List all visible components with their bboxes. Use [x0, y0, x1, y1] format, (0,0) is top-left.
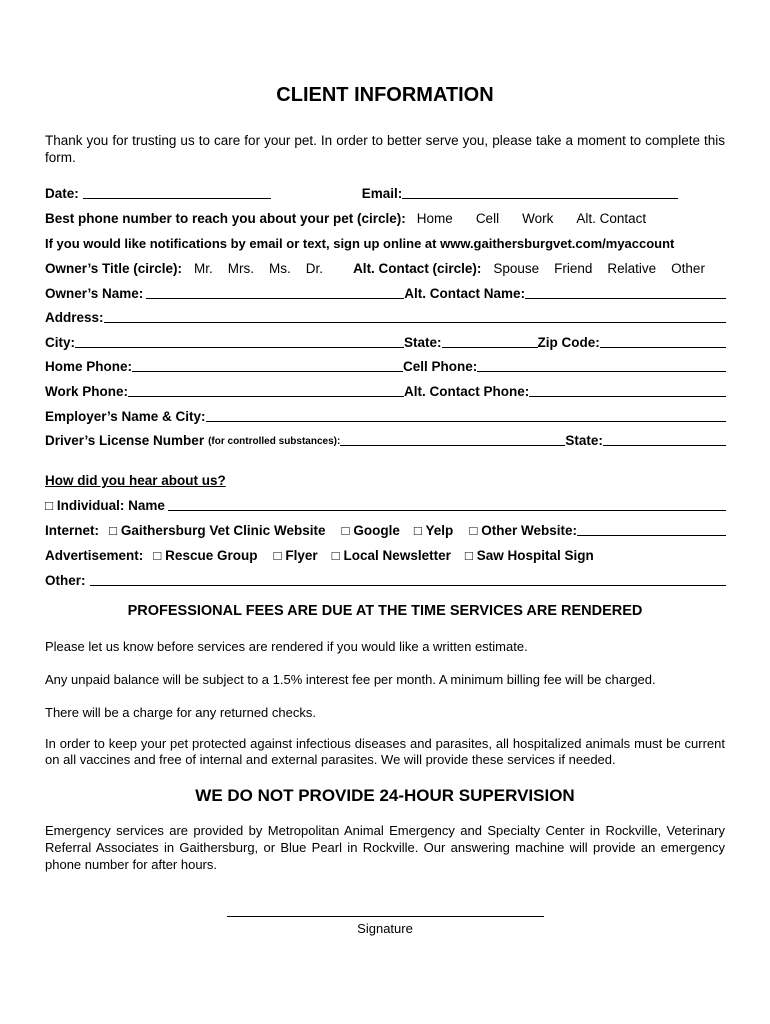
- alt-contact-name-field[interactable]: [525, 284, 726, 299]
- email-label: Email:: [361, 186, 403, 201]
- drivers-license-row: [45, 430, 726, 448]
- supervision-heading: WE DO NOT PROVIDE 24-HOUR SUPERVISION: [195, 786, 575, 805]
- home-cell-phone-row: [45, 356, 726, 374]
- address-row: [45, 307, 726, 325]
- referral-other-label: Other:: [45, 573, 86, 588]
- cell-phone-field[interactable]: [477, 357, 726, 372]
- fees-interest-text: Any unpaid balance will be subject to a 1.5% interest fee per month. A minimum billing fee will be charged.: [45, 672, 656, 687]
- best-phone-option-alt-contact[interactable]: Alt. Contact: [576, 211, 647, 226]
- alt-contact-phone-label: Alt. Contact Phone:: [404, 384, 530, 399]
- address-label: Address:: [45, 310, 104, 325]
- referral-option-hospital-sign[interactable]: □ Saw Hospital Sign: [464, 548, 594, 563]
- cell-phone-label: Cell Phone:: [403, 359, 478, 374]
- referral-option-local-newsletter[interactable]: □ Local Newsletter: [331, 548, 451, 563]
- best-phone-label: Best phone number to reach you about your pet (circle):: [45, 211, 406, 226]
- state-label: State:: [404, 335, 442, 350]
- best-phone-option-work[interactable]: Work: [522, 211, 554, 226]
- signature-line[interactable]: [227, 916, 544, 917]
- owner-name-row: [45, 283, 726, 301]
- referral-other-field[interactable]: [90, 571, 727, 586]
- zip-field[interactable]: [600, 333, 726, 348]
- referral-advertisement-label: Advertisement:: [45, 548, 144, 563]
- alt-contact-option-spouse[interactable]: Spouse: [493, 261, 540, 276]
- intro-text: Thank you for trusting us to care for your pet. In order to better serve you, please take a moment to complete this form.: [45, 133, 725, 165]
- zip-label: Zip Code:: [537, 335, 600, 350]
- best-phone-option-cell[interactable]: Cell: [475, 211, 500, 226]
- notifications-row: [45, 233, 726, 251]
- drivers-license-label: Driver’s License Number: [45, 433, 205, 448]
- referral-option-clinic-website[interactable]: □ Gaithersburg Vet Clinic Website: [109, 523, 326, 538]
- notifications-text: If you would like notifications by email or text, sign up online at www.gaithersburgvet.com/myaccount: [45, 236, 675, 251]
- fees-heading: PROFESSIONAL FEES ARE DUE AT THE TIME SERVICES ARE RENDERED: [127, 603, 643, 619]
- alt-contact-option-relative[interactable]: Relative: [607, 261, 657, 276]
- city-label: City:: [45, 335, 75, 350]
- owner-title-option-ms[interactable]: Ms.: [269, 261, 291, 276]
- referral-option-rescue-group[interactable]: □ Rescue Group: [153, 548, 258, 563]
- employer-row: [45, 406, 726, 424]
- employer-label: Employer’s Name & City:: [45, 409, 206, 424]
- referral-option-flyer[interactable]: □ Flyer: [273, 548, 318, 563]
- emergency-services-text: Emergency services are provided by Metropolitan Animal Emergency and Specialty Center in Rockville, Veterinary Referral Associates in Gaithersburg, or Blue Pearl in Rockville. Our answering machine will provide an emergency phone number for after hours.: [45, 823, 725, 872]
- fees-checks-text: There will be a charge for any returned checks.: [45, 705, 316, 720]
- alt-contact-label: Alt. Contact (circle):: [353, 261, 482, 276]
- referral-internet-row: [45, 520, 726, 538]
- best-phone-option-home[interactable]: Home: [416, 211, 453, 226]
- employer-field[interactable]: [206, 407, 726, 422]
- drivers-license-note: (for controlled substances):: [208, 436, 341, 447]
- alt-contact-name-label: Alt. Contact Name:: [404, 286, 526, 301]
- signature-label: Signature: [357, 921, 413, 936]
- city-field[interactable]: [75, 333, 404, 348]
- referral-option-google[interactable]: □ Google: [341, 523, 400, 538]
- email-field[interactable]: [402, 184, 678, 199]
- city-state-zip-row: [45, 332, 726, 350]
- work-phone-field[interactable]: [128, 382, 404, 397]
- dl-state-label: State:: [565, 433, 603, 448]
- referral-advertisement-row: [45, 545, 726, 563]
- referral-individual-name-field[interactable]: [168, 496, 726, 511]
- owner-title-option-mrs[interactable]: Mrs.: [227, 261, 255, 276]
- referral-individual-row: [45, 495, 726, 513]
- referral-heading: How did you hear about us?: [45, 473, 226, 488]
- referral-other-website-field[interactable]: [577, 521, 726, 536]
- best-phone-row: [45, 208, 726, 226]
- referral-option-yelp[interactable]: □ Yelp: [413, 523, 454, 538]
- dl-state-field[interactable]: [603, 431, 726, 446]
- fees-estimate-text: Please let us know before services are rendered if you would like a written estimate.: [45, 639, 528, 654]
- owner-name-field[interactable]: [146, 284, 404, 299]
- work-alt-phone-row: [45, 381, 726, 399]
- drivers-license-field[interactable]: [340, 431, 565, 446]
- date-email-row: [45, 183, 726, 201]
- date-label: Date:: [45, 186, 79, 201]
- referral-individual-checkbox[interactable]: □ Individual: Name: [45, 498, 165, 513]
- referral-other-row: [45, 570, 726, 588]
- referral-internet-label: Internet:: [45, 523, 99, 538]
- alt-contact-phone-field[interactable]: [529, 382, 726, 397]
- alt-contact-option-friend[interactable]: Friend: [554, 261, 593, 276]
- page-title: CLIENT INFORMATION: [276, 84, 494, 106]
- date-field[interactable]: [83, 184, 271, 199]
- referral-heading-row: [45, 470, 726, 488]
- fees-vaccines-text: In order to keep your pet protected against infectious diseases and parasites, all hospitalized animals must be current on all vaccines and free of internal and external parasites. We will provide these services if needed.: [45, 736, 725, 767]
- home-phone-field[interactable]: [132, 357, 403, 372]
- referral-option-other-website[interactable]: □ Other Website:: [469, 523, 577, 538]
- address-field[interactable]: [104, 308, 726, 323]
- state-field[interactable]: [442, 333, 538, 348]
- owner-title-option-mr[interactable]: Mr.: [194, 261, 213, 276]
- title-alt-contact-row: [45, 258, 726, 276]
- owner-title-option-dr[interactable]: Dr.: [305, 261, 324, 276]
- home-phone-label: Home Phone:: [45, 359, 133, 374]
- alt-contact-option-other[interactable]: Other: [671, 261, 705, 276]
- owner-title-label: Owner’s Title (circle):: [45, 261, 183, 276]
- work-phone-label: Work Phone:: [45, 384, 129, 399]
- owner-name-label: Owner’s Name:: [45, 286, 144, 301]
